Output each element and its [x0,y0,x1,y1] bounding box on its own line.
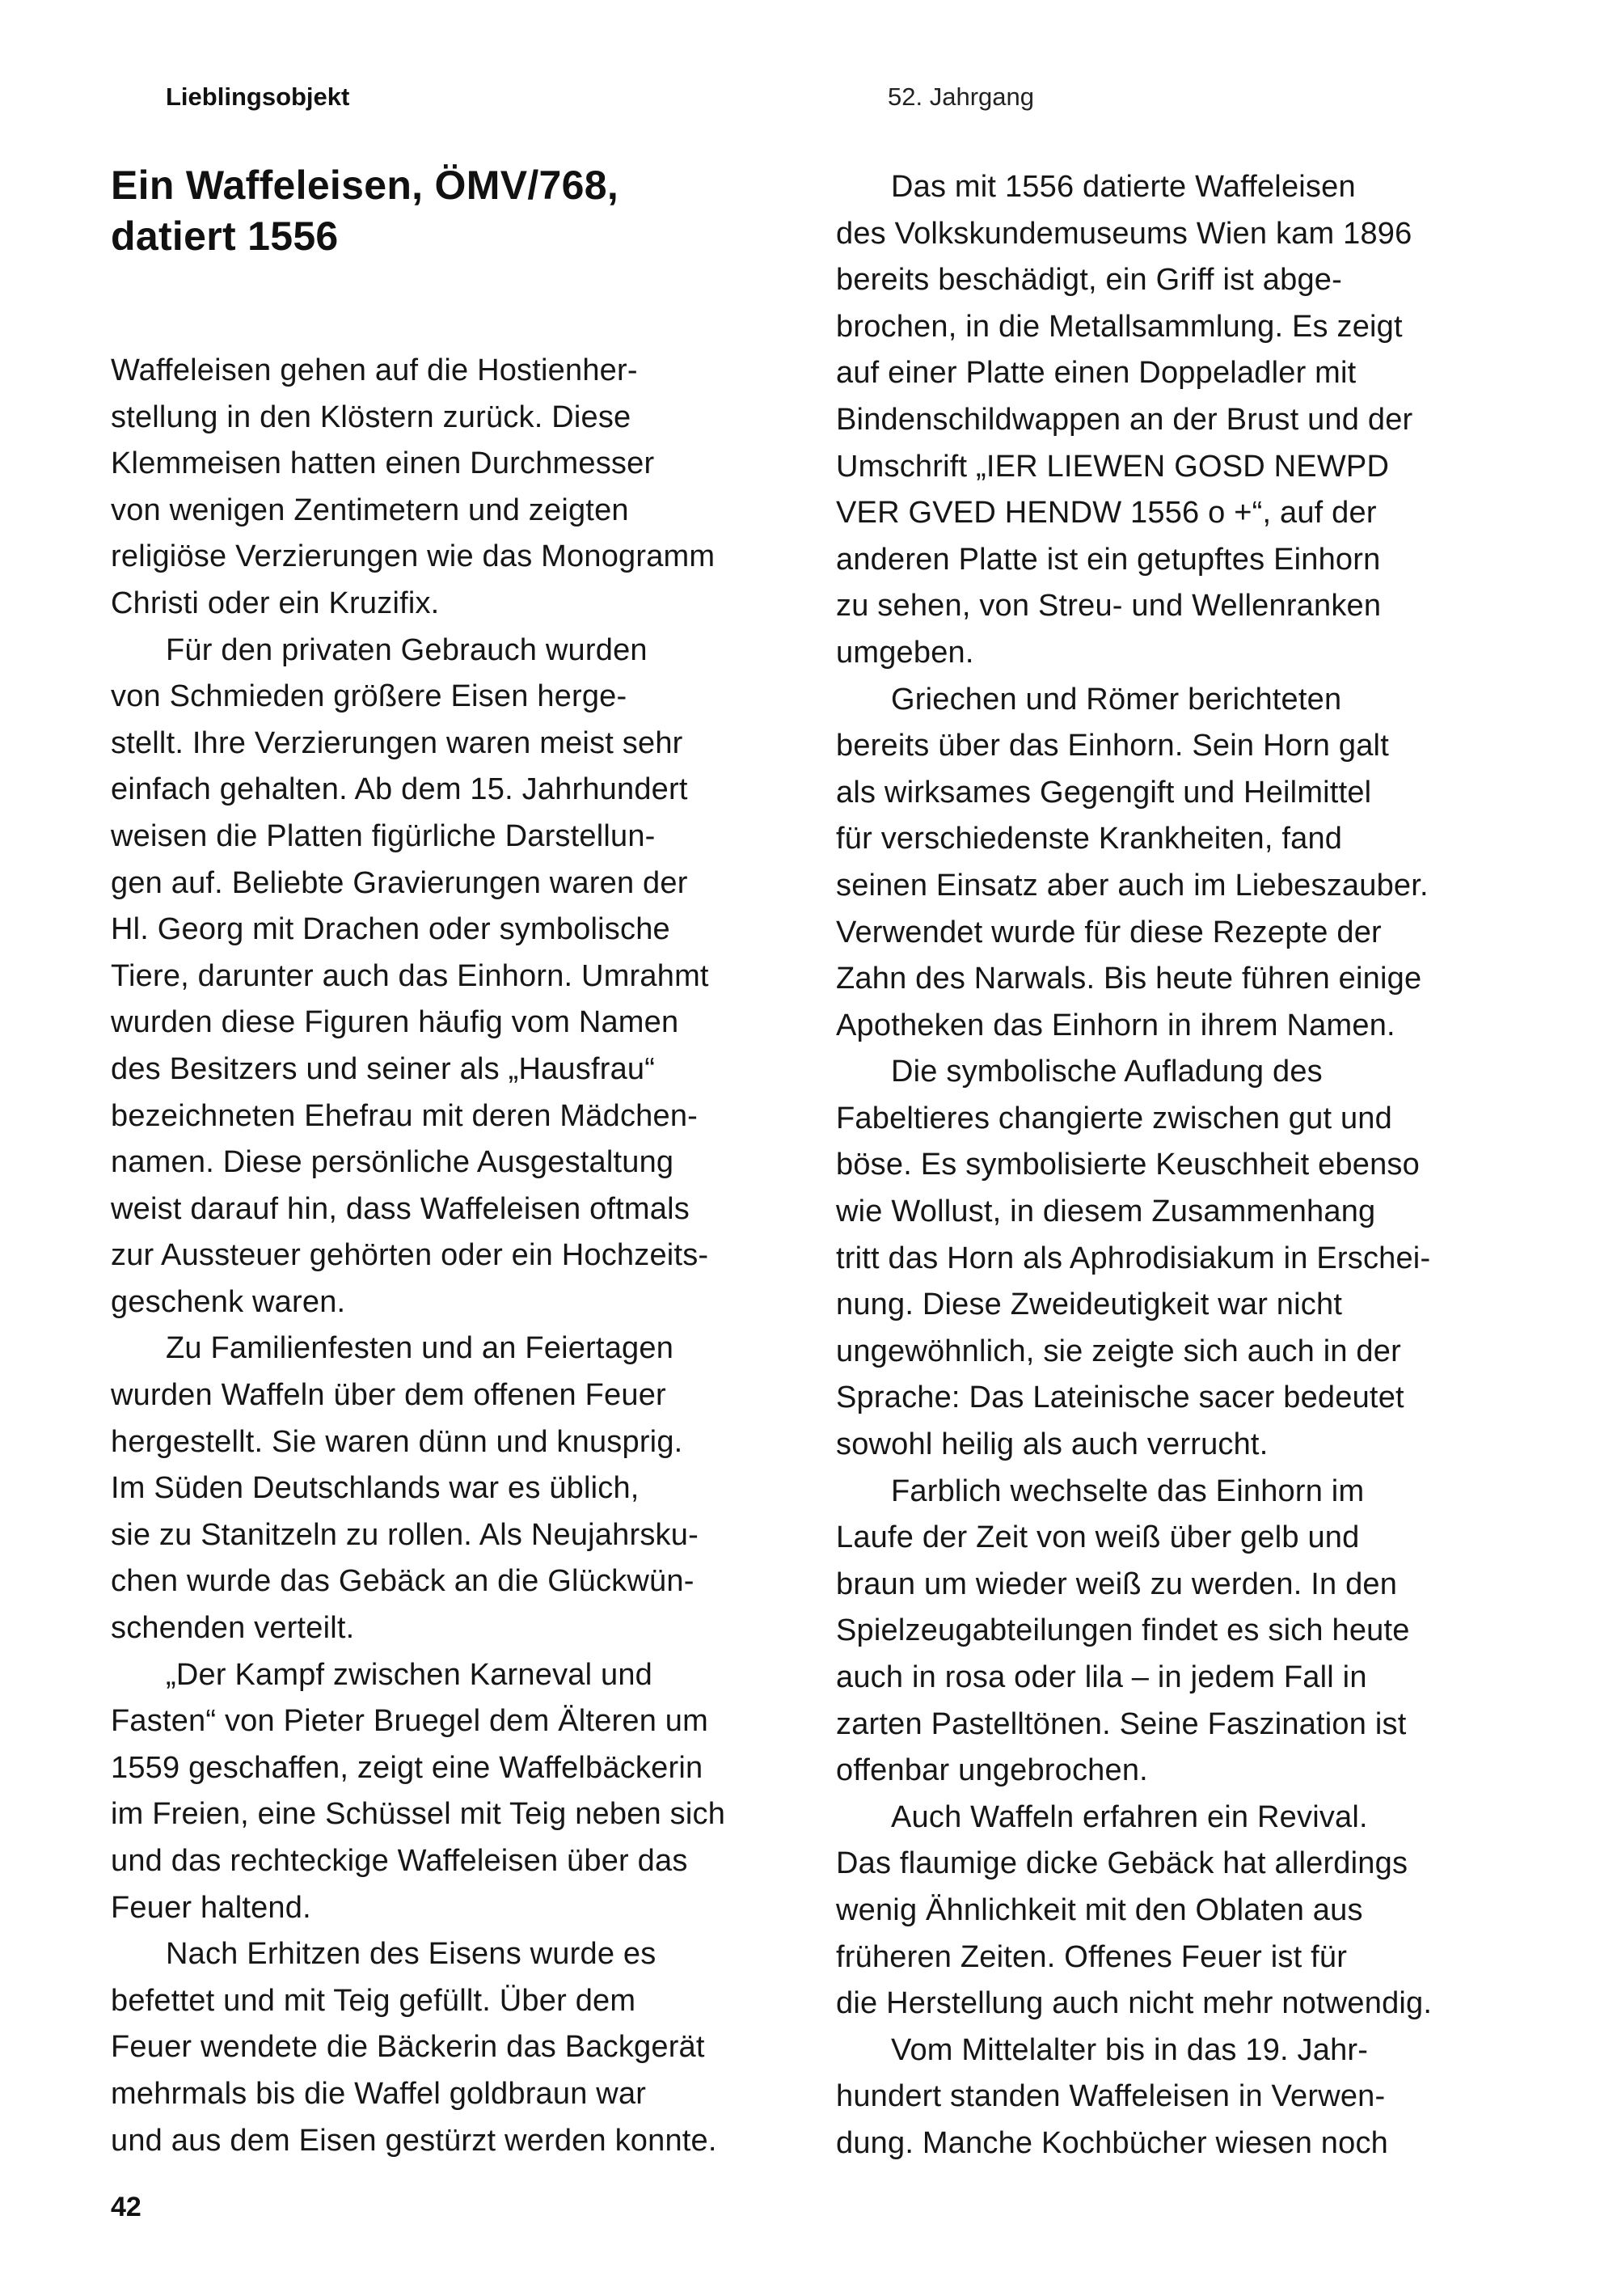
volume-label: 52. Jahrgang [888,82,1034,111]
paragraph [836,2027,1523,2167]
text-line: und aus dem Eisen gestürzt werden konnte. [111,2123,717,2158]
text-line: Das mit 1556 datierte Waffeleisen [891,170,1356,204]
paragraph [836,1795,1523,2027]
text-line: Waffeleisen gehen auf die Hostienher- [111,353,638,387]
text-line: umgeben. [836,635,974,670]
title-line: Ein Waffeleisen, ÖMV/768, [111,163,619,208]
text-line: 1559 geschaffen, zeigt eine Waffelbäckerin [111,1750,703,1785]
text-line: schenden verteilt. [111,1611,355,1646]
text-line: sie zu Stanitzeln zu rollen. Als Neujahrsku- [111,1517,699,1552]
paragraph [836,1049,1523,1468]
text-line: Nach Erhitzen des Eisens wurde es [166,1937,657,1972]
text-line: dung. Manche Kochbücher wiesen noch [836,2125,1389,2160]
paragraph [836,164,1523,677]
text-line: Umschrift „IER LIEWEN GOSD NEWPD [836,449,1390,484]
text-line: befettet und mit Teig gefüllt. Über dem [111,1983,636,2018]
text-line: Bindenschildwappen an der Brust und der [836,402,1413,437]
text-line: des Besitzers und seiner als „Hausfrau“ [111,1051,656,1086]
text-line: Fabeltieres changierte zwischen gut und [836,1101,1392,1135]
text-line: anderen Platte ist ein getupftes Einhorn [836,542,1381,577]
text-line: Sprache: Das Lateinische sacer bedeutet [836,1381,1404,1415]
text-line: als wirksames Gegengift und Heilmittel [836,775,1372,810]
text-line: religiöse Verzierungen wie das Monogramm [111,539,716,574]
text-line: nung. Diese Zweideutigkeit war nicht [836,1288,1343,1322]
text-line: geschenk waren. [111,1284,346,1319]
text-line: „Der Kampf zwischen Karneval und [166,1657,653,1692]
text-line: Christi oder ein Kruzifix. [111,586,440,620]
text-line: weisen die Platten figürliche Darstellun- [111,818,656,853]
text-line: zarten Pastelltönen. Seine Faszination ist [836,1706,1407,1741]
text-line: einfach gehalten. Ab dem 15. Jahrhundert [111,772,688,807]
text-line: bereits beschädigt, ein Griff ist abge- [836,263,1342,298]
text-line: brochen, in die Metallsammlung. Es zeigt [836,309,1403,344]
text-line: früheren Zeiten. Offenes Feuer ist für [836,1939,1348,1974]
left-column [111,348,798,2164]
text-line: wie Wollust, in diesem Zusammenhang [836,1195,1376,1229]
paragraph [836,1469,1523,1795]
text-line: Fasten“ von Pieter Bruegel dem Älteren um [111,1704,708,1739]
text-line: Verwendet wurde für diese Rezepte der [836,915,1382,949]
text-line: Auch Waffeln erfahren ein Revival. [891,1799,1368,1834]
text-line: mehrmals bis die Waffel goldbraun war [111,2076,647,2111]
text-line: offenbar ungebrochen. [836,1753,1148,1788]
paragraph [111,1931,798,2164]
text-line: VER GVED HENDW 1556 o +“, auf der [836,496,1377,531]
text-line: von Schmieden größere Eisen herge- [111,679,627,714]
text-line: tritt das Horn als Aphrodisiakum in Erschei- [836,1241,1431,1275]
text-line: im Freien, eine Schüssel mit Teig neben sich [111,1797,726,1832]
paragraph [111,348,798,628]
text-line: wurden Waffeln über dem offenen Feuer [111,1378,666,1413]
text-line: und das rechteckige Waffeleisen über das [111,1844,688,1878]
text-line: zu sehen, von Streu- und Wellenranken [836,589,1382,624]
title-line: datiert 1556 [111,214,339,259]
text-line: Das flaumige dicke Gebäck hat allerdings [836,1846,1408,1881]
text-line: Laufe der Zeit von weiß über gelb und [836,1520,1360,1555]
text-line: Griechen und Römer berichteten [891,682,1342,717]
text-line: sowohl heilig als auch verrucht. [836,1427,1269,1462]
text-line: wurden diese Figuren häufig vom Namen [111,1005,679,1040]
paragraph [111,628,798,1326]
text-line: stellung in den Klöstern zurück. Diese [111,400,631,434]
text-line: Feuer haltend. [111,1890,311,1925]
text-line: Apotheken das Einhorn in ihrem Namen. [836,1008,1395,1042]
text-line: seinen Einsatz aber auch im Liebeszauber. [836,868,1429,903]
text-line: braun um wieder weiß zu werden. In den [836,1567,1398,1601]
paragraph [836,677,1523,1050]
text-line: bereits über das Einhorn. Sein Horn galt [836,729,1389,763]
text-line: die Herstellung auch nicht mehr notwendig. [836,1986,1433,2021]
page-number: 42 [111,2192,141,2222]
text-line: Hl. Georg mit Drachen oder symbolische [111,912,670,947]
right-column [836,164,1523,2167]
text-line: chen wurde das Gebäck an die Glückwün- [111,1564,695,1599]
text-line: Spielzeugabteilungen findet es sich heute [836,1613,1410,1648]
text-line: gen auf. Beliebte Gravierungen waren der [111,865,688,900]
text-line: Feuer wendete die Bäckerin das Backgerät [111,2030,705,2065]
text-line: Klemmeisen hatten einen Durchmesser [111,446,655,481]
text-line: des Volkskundemuseums Wien kam 1896 [836,216,1412,251]
text-line: Vom Mittelalter bis in das 19. Jahr- [891,2032,1369,2067]
text-line: von wenigen Zentimetern und zeigten [111,493,629,527]
article-title [111,160,758,262]
text-line: Die symbolische Aufladung des [891,1055,1323,1089]
section-label: Lieblingsobjekt [166,82,350,111]
text-line: hergestellt. Sie waren dünn und knusprig. [111,1424,683,1459]
text-line: bezeichneten Ehefrau mit deren Mädchen- [111,1098,699,1133]
text-line: auf einer Platte einen Doppeladler mit [836,356,1357,391]
text-line: ungewöhnlich, sie zeigte sich auch in der [836,1334,1401,1368]
paragraph [111,1652,798,1932]
text-line: Für den privaten Gebrauch wurden [166,632,648,667]
text-line: Farblich wechselte das Einhorn im [891,1474,1365,1508]
text-line: Im Süden Deutschlands war es üblich, [111,1471,640,1506]
text-line: böse. Es symbolisierte Keuschheit ebenso [836,1148,1420,1182]
text-line: weist darauf hin, dass Waffeleisen oftmals [111,1191,690,1226]
text-line: Zahn des Narwals. Bis heute führen einige [836,962,1422,996]
text-line: hundert standen Waffeleisen in Verwen- [836,2079,1386,2114]
text-line: zur Aussteuer gehörten oder ein Hochzeits- [111,1238,709,1273]
text-line: namen. Diese persönliche Ausgestaltung [111,1145,674,1180]
text-line: für verschiedenste Krankheiten, fand [836,822,1343,856]
text-line: Tiere, darunter auch das Einhorn. Umrahmt [111,958,709,993]
paragraph [111,1326,798,1651]
text-line: stellt. Ihre Verzierungen waren meist sehr [111,725,683,760]
text-line: auch in rosa oder lila – in jedem Fall in [836,1660,1367,1694]
text-line: wenig Ähnlichkeit mit den Oblaten aus [836,1892,1363,1927]
text-line: Zu Familienfesten und an Feiertagen [166,1331,674,1366]
